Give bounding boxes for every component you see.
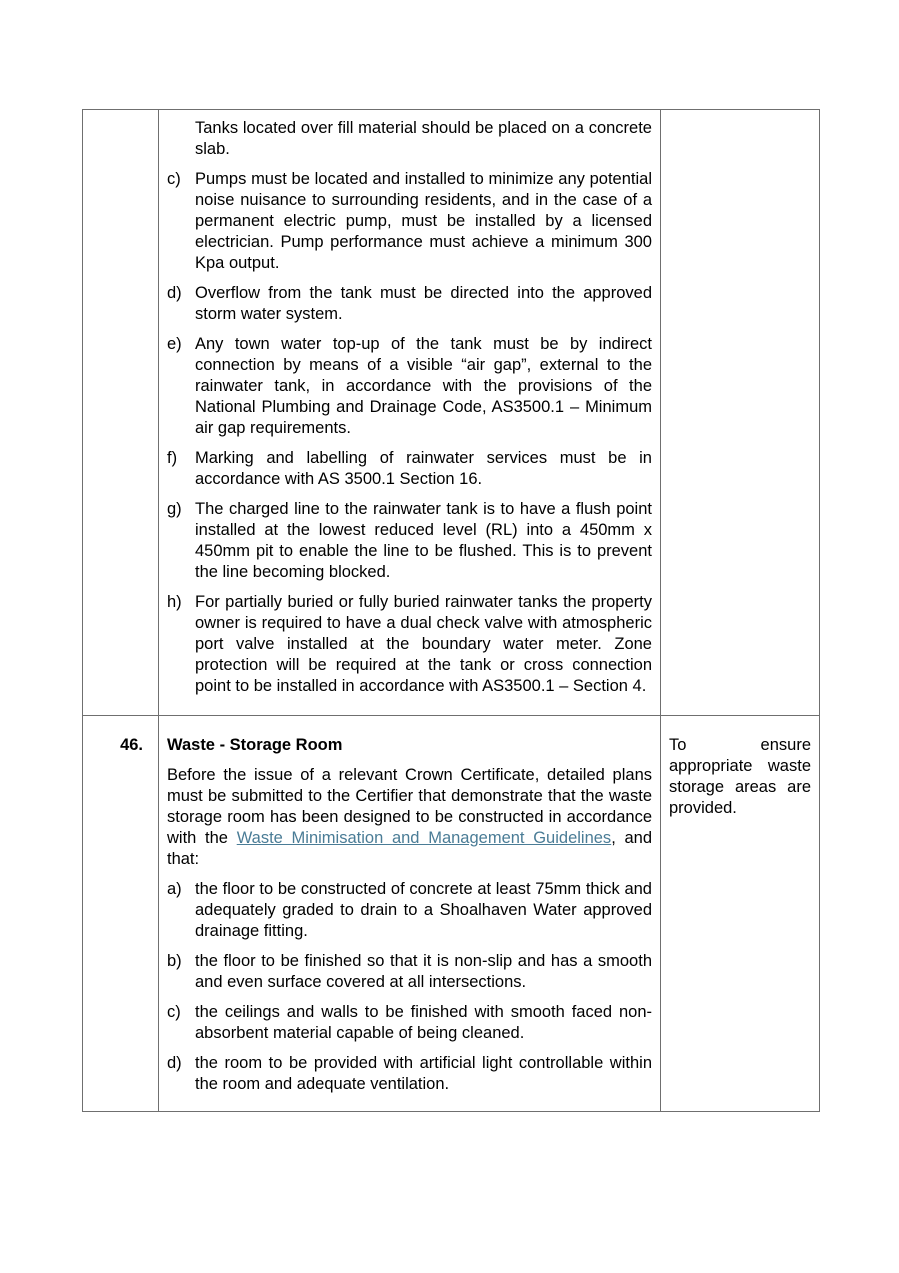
item-label: f) — [167, 449, 178, 467]
condition-text-cell — [159, 716, 661, 1112]
item-text: The charged line to the rainwater tank is to have a flush point installed at the lowest reduced level (RL) into a 450mm x 450mm pit to enable the line to be flushed. This is to prevent the line becoming blocked. — [195, 500, 652, 581]
condition-reason-cell — [661, 110, 820, 716]
condition-item — [167, 1053, 652, 1095]
item-text: the floor to be finished so that it is non-slip and has a smooth and even surface covered at all intersections. — [195, 952, 652, 991]
condition-item — [167, 879, 652, 942]
conditions-table — [82, 109, 820, 1112]
item-label: c) — [167, 1003, 181, 1021]
item-label: b) — [167, 952, 182, 970]
item-label: a) — [167, 880, 182, 898]
condition-item-list — [167, 879, 652, 1095]
item-text: the floor to be constructed of concrete at least 75mm thick and adequately graded to drain to a Shoalhaven Water approved drainage fitting. — [195, 880, 652, 940]
condition-heading: Waste - Storage Room — [167, 736, 343, 754]
continuation-paragraph: Tanks located over fill material should be placed on a concrete slab. — [195, 119, 652, 158]
item-label: h) — [167, 593, 182, 611]
condition-reason-cell — [661, 716, 820, 1112]
condition-number: 46. — [120, 736, 143, 754]
item-label: g) — [167, 500, 182, 518]
item-label: e) — [167, 335, 182, 353]
item-text: the room to be provided with artificial light controllable within the room and adequate ventilation. — [195, 1054, 652, 1093]
condition-item — [167, 592, 652, 697]
condition-number — [83, 110, 158, 126]
condition-item — [167, 448, 652, 490]
condition-reason — [661, 110, 819, 126]
item-label: c) — [167, 170, 181, 188]
item-text: the ceilings and walls to be finished with smooth faced non-absorbent material capable of being cleaned. — [195, 1003, 652, 1042]
item-text: Any town water top-up of the tank must be by indirect connection by means of a visible “air gap”, external to the rainwater tank, in accordance with the provisions of the National Plumbing and Drainage Code, AS3500.1 – Minimum air gap requirements. — [195, 335, 652, 437]
condition-text-cell — [159, 110, 661, 716]
condition-item-list — [167, 169, 652, 697]
condition-item — [167, 951, 652, 993]
condition-number-cell — [83, 716, 159, 1112]
condition-row-46 — [83, 716, 820, 1112]
item-text: For partially buried or fully buried rainwater tanks the property owner is required to have a dual check valve with atmospheric port valve installed at the boundary water meter. Zone protection will be required at the tank or cross connection point to be installed in accordance with AS3500.1 – Section 4. — [195, 593, 652, 695]
item-label: d) — [167, 284, 182, 302]
intro-text-before-link: Before the issue of a relevant Crown Certificate, detailed plans must be submitted to the Certifier that demonstrate that the waste storage room has been designed to be constructed in accordance with the — [167, 766, 652, 847]
condition-intro — [167, 765, 652, 870]
item-label: d) — [167, 1054, 182, 1072]
condition-item — [167, 1002, 652, 1044]
condition-row-continued — [83, 110, 820, 716]
guidelines-link[interactable]: Waste Minimisation and Management Guidelines — [236, 829, 612, 847]
condition-item — [167, 169, 652, 274]
item-text: Overflow from the tank must be directed into the approved storm water system. — [195, 284, 652, 323]
condition-number-cell — [83, 110, 159, 716]
item-text: Marking and labelling of rainwater services must be in accordance with AS 3500.1 Section 16. — [195, 449, 652, 488]
condition-item — [167, 283, 652, 325]
condition-item — [167, 499, 652, 583]
intro-text-after-link: , and that: — [167, 829, 653, 868]
condition-item — [167, 334, 652, 439]
condition-reason: To ensure appropriate waste storage areas are provided. — [669, 736, 811, 817]
item-text: Pumps must be located and installed to minimize any potential noise nuisance to surrounding residents, and in the case of a permanent electric pump, must be installed by a licensed electrician. Pump performance must achieve a minimum 300 Kpa output. — [195, 170, 652, 272]
